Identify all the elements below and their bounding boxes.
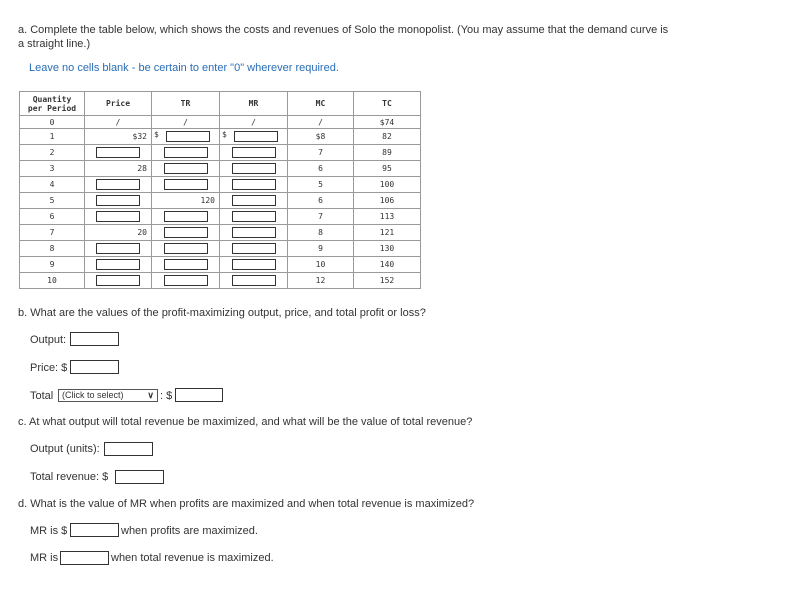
table-row [20, 273, 421, 289]
price-label: Price: $ [30, 362, 68, 374]
output-input[interactable] [70, 332, 119, 346]
table-row [20, 161, 421, 177]
output-label: Output: [30, 334, 67, 346]
table-row [20, 209, 421, 225]
tr-input[interactable] [164, 179, 208, 190]
mc-cell: 10 [288, 257, 354, 273]
quantity-cell: 1 [20, 129, 85, 145]
price-cell [85, 209, 152, 225]
price-cell: 28 [85, 161, 152, 177]
mr-input[interactable] [232, 259, 276, 270]
question-a-line1: a. Complete the table below, which shows the costs and revenues of Solo the monopolist. (You may assume that the demand curve is [18, 24, 669, 36]
instruction-text: Leave no cells blank - be certain to enter "0" wherever required. [29, 62, 339, 74]
mr-cell [220, 177, 288, 193]
mc-cell: 5 [288, 177, 354, 193]
mr-cell [220, 145, 288, 161]
tr-input[interactable] [164, 163, 208, 174]
header-tr: TR [152, 92, 220, 116]
tr-cell [152, 241, 220, 257]
mr-unit-cell: / [220, 116, 288, 129]
mr-profit-label: MR is $ [30, 525, 68, 537]
mr-input[interactable] [232, 179, 276, 190]
total-profit-input[interactable] [175, 388, 223, 402]
price-cell: 20 [85, 225, 152, 241]
mc-cell: 7 [288, 209, 354, 225]
tc-cell: 130 [354, 241, 421, 257]
mr-profit-suffix: when profits are maximized. [121, 525, 258, 537]
header-tc: TC [354, 92, 421, 116]
table-row [20, 129, 421, 145]
quantity-cell: 0 [20, 116, 85, 129]
quantity-cell: 8 [20, 241, 85, 257]
price-cell [85, 241, 152, 257]
header-mr: MR [220, 92, 288, 116]
table-row [20, 177, 421, 193]
mr-input[interactable] [232, 211, 276, 222]
mr-input[interactable] [232, 275, 276, 286]
quantity-cell: 9 [20, 257, 85, 273]
table-row [20, 257, 421, 273]
mr-cell [220, 257, 288, 273]
question-b: b. What are the values of the profit-maximizing output, price, and total profit or loss? [18, 307, 426, 319]
quantity-cell: 5 [20, 193, 85, 209]
mc-cell: 6 [288, 193, 354, 209]
quantity-cell: 6 [20, 209, 85, 225]
total-revenue-label: Total revenue: $ [30, 471, 109, 483]
mc-cell: 12 [288, 273, 354, 289]
mr-cell [220, 241, 288, 257]
dollar-sign: $ [154, 130, 159, 139]
profit-loss-select[interactable] [58, 389, 158, 402]
price-input[interactable] [96, 259, 140, 270]
tr-input[interactable] [166, 131, 210, 142]
tr-cell [152, 209, 220, 225]
select-value: (Click to select) [62, 390, 124, 400]
price-cell [85, 257, 152, 273]
mr-revenue-input[interactable] [60, 551, 109, 565]
tc-cell: 89 [354, 145, 421, 161]
mr-cell [220, 129, 288, 145]
mc-cell: 9 [288, 241, 354, 257]
tr-input[interactable] [164, 275, 208, 286]
chevron-down-icon: ∨ [147, 390, 154, 400]
price-input[interactable] [96, 179, 140, 190]
table-row [20, 145, 421, 161]
output-units-label: Output (units): [30, 443, 100, 455]
quantity-cell: 3 [20, 161, 85, 177]
tr-cell: 120 [152, 193, 220, 209]
table-row [20, 225, 421, 241]
price-cell [85, 177, 152, 193]
price-input[interactable] [96, 275, 140, 286]
tc-cell: 113 [354, 209, 421, 225]
mr-input[interactable] [234, 131, 278, 142]
mr-input[interactable] [232, 243, 276, 254]
mr-revenue-label: MR is [30, 552, 59, 564]
mc-cell: 7 [288, 145, 354, 161]
question-d: d. What is the value of MR when profits are maximized and when total revenue is maximized? [18, 498, 475, 510]
mr-input[interactable] [232, 227, 276, 238]
price-input[interactable] [96, 195, 140, 206]
quantity-cell: 7 [20, 225, 85, 241]
tr-cell [152, 145, 220, 161]
quantity-cell: 2 [20, 145, 85, 161]
mr-cell [220, 225, 288, 241]
mr-cell [220, 193, 288, 209]
price-cell [85, 193, 152, 209]
mr-cell [220, 273, 288, 289]
header-price: Price [85, 92, 152, 116]
mc-cell: $8 [288, 129, 354, 145]
tc-cell: 100 [354, 177, 421, 193]
mr-cell [220, 209, 288, 225]
tc-cell: 95 [354, 161, 421, 177]
quantity-cell: 10 [20, 273, 85, 289]
tc-cell: 140 [354, 257, 421, 273]
tr-cell [152, 129, 220, 145]
price-input[interactable] [96, 211, 140, 222]
tr-cell [152, 161, 220, 177]
tc-cell: 121 [354, 225, 421, 241]
mr-input[interactable] [232, 195, 276, 206]
question-c: c. At what output will total revenue be maximized, and what will be the value of total revenue? [18, 416, 473, 428]
tr-unit-cell: / [152, 116, 220, 129]
table-row [20, 193, 421, 209]
header-mc: MC [288, 92, 354, 116]
table-row [20, 241, 421, 257]
price-input[interactable] [96, 243, 140, 254]
quantity-cell: 4 [20, 177, 85, 193]
tr-cell [152, 257, 220, 273]
tc-cell: 82 [354, 129, 421, 145]
tr-input[interactable] [164, 243, 208, 254]
price-input[interactable] [96, 147, 140, 158]
total-label: Total [30, 390, 54, 402]
mr-input[interactable] [232, 163, 276, 174]
tc-cell: $74 [354, 116, 421, 129]
mr-cell [220, 161, 288, 177]
cost-revenue-table [19, 91, 421, 289]
tr-input[interactable] [164, 211, 208, 222]
question-a-line2: a straight line.) [18, 38, 91, 50]
tr-input[interactable] [164, 259, 208, 270]
tc-cell: 106 [354, 193, 421, 209]
price-cell [85, 273, 152, 289]
tr-input[interactable] [164, 227, 208, 238]
header-quantity: Quantity per Period [20, 92, 85, 116]
mr-revenue-suffix: when total revenue is maximized. [111, 552, 274, 564]
colon-dollar: : $ [160, 390, 173, 402]
price-unit-cell: / [85, 116, 152, 129]
tr-cell [152, 177, 220, 193]
tr-input[interactable] [164, 147, 208, 158]
mc-cell: 6 [288, 161, 354, 177]
tr-cell [152, 225, 220, 241]
price-cell: $32 [85, 129, 152, 145]
output-units-input[interactable] [104, 442, 153, 456]
mc-cell: 8 [288, 225, 354, 241]
dollar-sign: $ [222, 130, 227, 139]
mr-profit-input[interactable] [70, 523, 119, 537]
price-input[interactable] [70, 360, 119, 374]
mr-input[interactable] [232, 147, 276, 158]
mc-unit-cell: / [288, 116, 354, 129]
tc-cell: 152 [354, 273, 421, 289]
price-cell [85, 145, 152, 161]
tr-cell [152, 273, 220, 289]
total-revenue-input[interactable] [115, 470, 164, 484]
